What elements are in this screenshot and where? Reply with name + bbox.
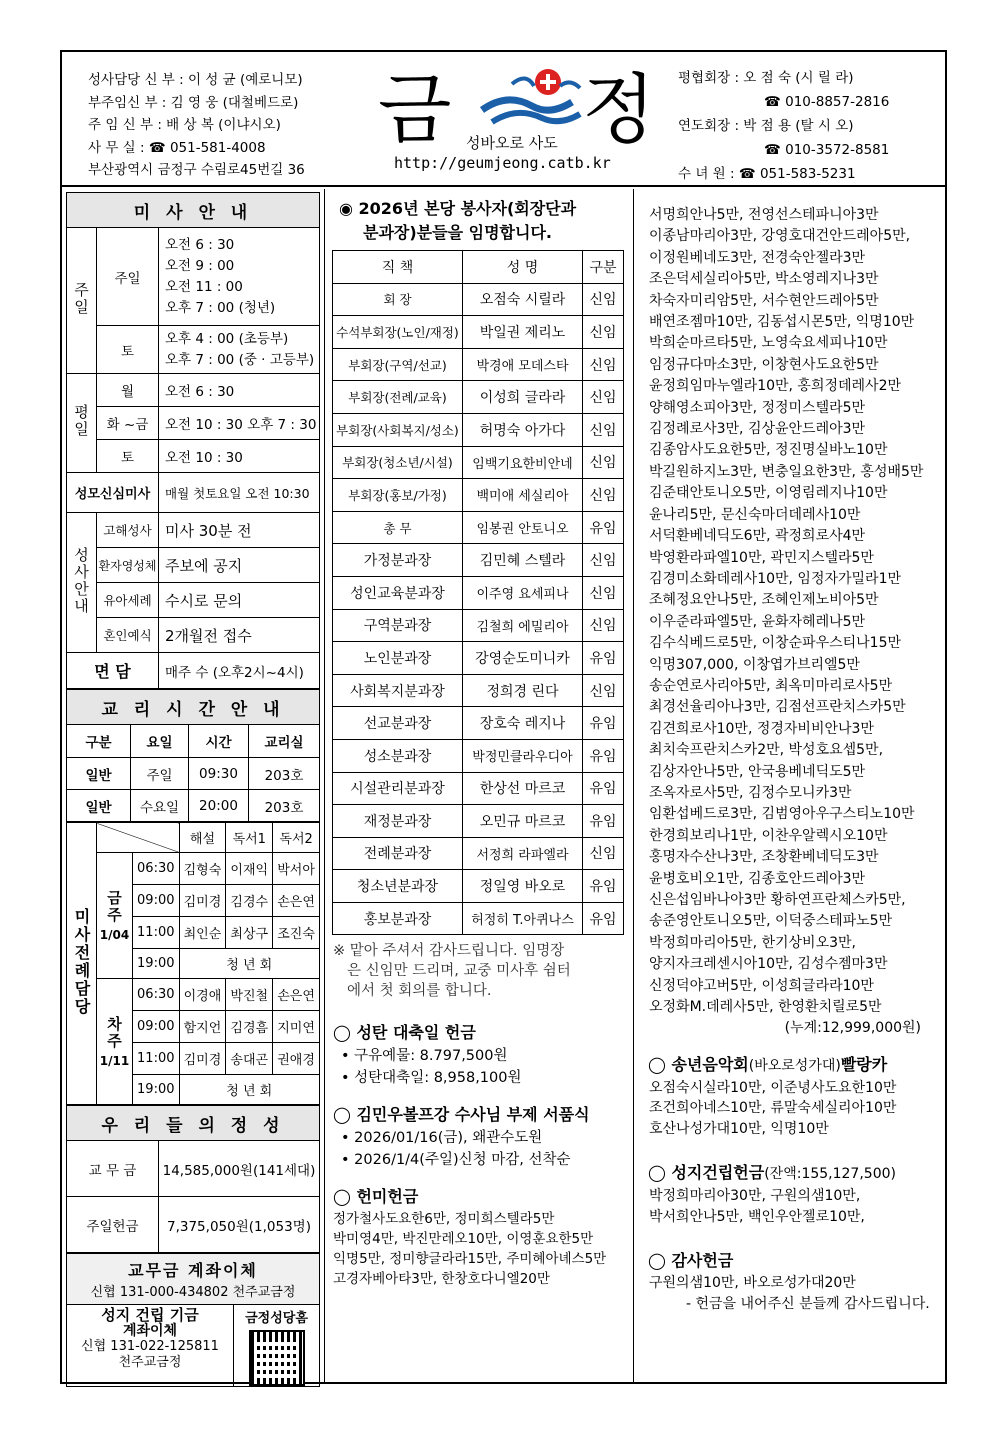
mass-time: 오전 11 : 00 [165, 278, 243, 295]
gift-line: 익명307,000, 이창엽가브리엘5만 [649, 656, 860, 673]
appoint-position: 총 무 [333, 511, 463, 544]
appoint-status: 신임 [583, 576, 624, 609]
monday-label: 월 [97, 374, 159, 407]
this-week-date: 1/04 [99, 927, 130, 942]
appoint-position: 전례분과장 [333, 837, 463, 870]
qr-code-icon[interactable] [249, 1330, 305, 1386]
liturgy-person: 권애경 [273, 1043, 320, 1075]
gift-line: 홍명자수산나3만, 조창환베네딕도3만 [649, 849, 879, 866]
gift-line: 오정화M.데레사5만, 한영환치릴로5만 [649, 999, 882, 1016]
appoint-name: 허정히 T.아퀴나스 [463, 902, 583, 935]
liturgy-time: 19:00 [133, 1075, 180, 1105]
catechism-cell: 일반 [67, 758, 131, 790]
offering-label: 교 무 금 [67, 1141, 159, 1197]
offering-value: 14,585,000원(141세대) [159, 1141, 320, 1197]
appoint-name: 서정희 라파엘라 [463, 837, 583, 870]
transfer-account: 신협 131-000-434802 천주교금정 [90, 1285, 296, 1300]
christmas-item: • 구유예물: 8.797,500원 [341, 1048, 508, 1065]
appoint-status: 신임 [583, 446, 624, 479]
note-line: 은 신임만 드리며, 교중 미사후 쉼터 [347, 963, 571, 980]
liturgy-person: 이재익 [226, 853, 273, 885]
liturgy-time: 06:30 [133, 853, 180, 885]
next-week-date: 1/11 [99, 1053, 130, 1068]
concert-tail: 빨랑카 [840, 1054, 888, 1074]
liturgy-person: 최인순 [179, 917, 226, 949]
liturgy-person: 박서아 [273, 853, 320, 885]
christmas-item: • 성탄대축일: 8,958,100원 [341, 1070, 522, 1087]
gift-line: 차숙자미리암5만, 서수현안드레아5만 [649, 292, 879, 309]
building-title: 성지 건립 기금 [101, 1306, 199, 1324]
appoint-position: 부회장(구역/선교) [333, 348, 463, 381]
gift-line: 신은섭임바나아3만 황하연프란체스카5만, [649, 892, 906, 908]
title-geum: 금 [378, 65, 452, 154]
appoint-name: 임봉권 안토니오 [463, 511, 583, 544]
ordination-section [325, 1089, 633, 1171]
appoint-header: 구분 [583, 251, 624, 284]
mass-schedule-table [66, 192, 320, 689]
appoint-row [333, 511, 624, 544]
weekday-saturday-label: 토 [97, 440, 159, 473]
building-fund-box [66, 1305, 320, 1387]
appoint-status: 유임 [583, 707, 624, 740]
mass-time: 오후 7 : 00 (중 · 고등부) [165, 351, 315, 368]
catechism-title: 교 리 시 간 안 내 [67, 690, 320, 725]
tuefri-label: 화 ~금 [97, 407, 159, 440]
sacrament-value: 주보에 공지 [159, 548, 320, 583]
holy-section [636, 1139, 945, 1186]
appoint-name: 오민규 마르코 [463, 805, 583, 838]
catechism-header: 교리실 [249, 725, 320, 758]
catechism-cell: 09:30 [189, 758, 249, 790]
catechism-cell: 일반 [67, 790, 131, 822]
gift-line: 김준태안토니오5만, 이영림레지나10만 [649, 485, 888, 502]
sunday-group-label: 주일 [72, 281, 90, 316]
appoint-position: 구역분과장 [333, 609, 463, 642]
gift-total: (누계:12,999,000원) [784, 1020, 921, 1037]
appoint-row [333, 576, 624, 609]
monday-time: 오전 6 : 30 [159, 374, 320, 407]
sacrament-group-label: 성사안내 [72, 546, 90, 615]
gift-line: 박미영4만, 박진만레오10만, 이영훈요한5만 [333, 1231, 594, 1248]
appoint-name: 이주영 요세피나 [463, 576, 583, 609]
liturgy-person: 김경수 [226, 885, 273, 917]
council-info [678, 66, 889, 186]
sacrament-label: 고해성사 [97, 513, 159, 548]
sacrament-value: 수시로 문의 [159, 583, 320, 618]
gift-line: 윤병호비오1만, 김종호안드레아3만 [649, 870, 866, 887]
thanks-line: - 헌금을 내어주신 분들께 감사드립니다. [686, 1295, 930, 1312]
gift-line: 김수식베드로5만, 이창순파우스티나15만 [649, 635, 902, 652]
gift-line: 배연조젬마10만, 김동섭시몬5만, 익명10만 [649, 314, 915, 331]
appoint-row [333, 413, 624, 446]
sunday-label: 주일 [97, 228, 159, 326]
gift-line: 윤정희임마누엘라10만, 홍희정데레사2만 [649, 378, 902, 395]
sacrament-label: 혼인예식 [97, 618, 159, 653]
appoint-name: 장호숙 레지나 [463, 707, 583, 740]
gift-line: 송준영안토니오5만, 이덕중스테파노5만 [649, 913, 893, 930]
appoint-name: 김철희 에밀리아 [463, 609, 583, 642]
liturgy-table [66, 822, 320, 1105]
building-sub: 계좌이체 [122, 1323, 178, 1339]
liturgy-person: 김미경 [179, 885, 226, 917]
clergy-line: 성사담당 신 부 : 이 성 균 (예로니모) [88, 72, 303, 88]
thanks-line: 구원의샘10만, 바오로성가대20만 [649, 1275, 856, 1292]
appoint-status: 유임 [583, 902, 624, 935]
bulletin-frame [60, 50, 947, 1384]
liturgy-person: 김미경 [179, 1043, 226, 1075]
catechism-header: 시간 [189, 725, 249, 758]
appoint-position: 성소분과장 [333, 739, 463, 772]
appoint-position: 수석부회장(노인/재정) [333, 316, 463, 349]
mary-mass-time: 매월 첫토요일 오전 10:30 [159, 473, 320, 513]
gift-line: 양해영소피아3만, 정정미스텔라5만 [649, 399, 866, 416]
liturgy-time: 11:00 [133, 917, 180, 949]
holy-line: 박서희안나5만, 백인우안젤로10만, [649, 1208, 865, 1225]
liturgy-time: 09:00 [133, 1011, 180, 1043]
appoint-row [333, 674, 624, 707]
liturgy-youth: 청 년 회 [179, 1075, 319, 1105]
holy-title: ◯ 성지건립헌금 [648, 1163, 765, 1183]
middle-column [324, 189, 634, 1384]
sacrament-label: 유아세례 [97, 583, 159, 618]
appoint-status: 신임 [583, 413, 624, 446]
gift-line: 김상자안나5만, 안국용베네딕도5만 [649, 763, 866, 780]
appoint-row [333, 316, 624, 349]
appoint-name: 오점숙 시릴라 [463, 283, 583, 316]
clergy-info [88, 69, 305, 182]
appoint-status: 유임 [583, 870, 624, 903]
parish-url[interactable]: http://geumjeong.catb.kr [394, 154, 611, 172]
appoint-name: 박경애 모데스타 [463, 348, 583, 381]
holy-line: 박정희마리아30만, 구원의샘10만, [649, 1188, 861, 1205]
building-account: 신협 131-022-125811 [81, 1339, 219, 1354]
appoint-name: 이성희 글라라 [463, 381, 583, 414]
gift-title: ◯ 헌미헌금 [333, 1187, 419, 1207]
appoint-position: 부회장(전례/교육) [333, 381, 463, 414]
weekday-group-label: 평일 [72, 404, 90, 438]
liturgy-header: 독서2 [273, 823, 320, 853]
appoint-name: 박정민클라우디아 [463, 739, 583, 772]
sacrament-value: 미사 30분 전 [159, 513, 320, 548]
appoint-status: 신임 [583, 544, 624, 577]
ordination-item: • 2026/01/16(금), 왜관수도원 [341, 1130, 543, 1147]
gift-line: 박영환라파엘10만, 곽민지스텔라5만 [649, 549, 874, 566]
gift-line: 한경희보리나1만, 이찬우알렉시오10만 [649, 827, 888, 844]
offering-title: 우 리 들 의 정 성 [67, 1106, 320, 1141]
gift-line: 김견희로사10만, 정경자비비안나3만 [649, 720, 874, 737]
catechism-cell: 20:00 [189, 790, 249, 822]
gift-line: 박길원하지노3만, 변충일요한3만, 홍성배5만 [649, 463, 924, 480]
gift-line: 고경자베아타3만, 한창호다니엘20만 [333, 1271, 550, 1288]
liturgy-person: 최상구 [226, 917, 273, 949]
transfer-title: 교무금 계좌이체 [128, 1261, 258, 1280]
ordination-title: ◯ 김민우볼프강 수사님 부제 서품식 [333, 1105, 590, 1125]
liturgy-time: 09:00 [133, 885, 180, 917]
catechism-cell: 수요일 [131, 790, 189, 822]
this-week-text: 금주 [105, 889, 123, 924]
appoint-name: 강영순도미니카 [463, 642, 583, 675]
gift-line: 최치숙프란치스카2만, 박성호요셉5만, [649, 742, 884, 759]
appoint-status: 유임 [583, 739, 624, 772]
liturgy-person: 조진숙 [273, 917, 320, 949]
appoint-status: 신임 [583, 316, 624, 349]
counsel-time: 매주 수 (오후2시~4시) [159, 653, 320, 689]
concert-line: 호산나성가대10만, 익명10만 [649, 1120, 829, 1137]
catechism-cell: 203호 [249, 790, 320, 822]
appoint-status: 신임 [583, 609, 624, 642]
appoint-position: 청소년분과장 [333, 870, 463, 903]
appoint-status: 신임 [583, 283, 624, 316]
appoint-position: 사회복지분과장 [333, 674, 463, 707]
note-line: 에서 첫 회의를 합니다. [347, 983, 492, 1000]
appoint-name: 김민혜 스텔라 [463, 544, 583, 577]
saturday-times [159, 326, 320, 374]
gift-line: 신정덕야고버5만, 이성희글라라10만 [649, 977, 874, 994]
sacrament-label: 환자영성체 [97, 548, 159, 583]
appoint-row [333, 348, 624, 381]
gift-line: 김경미소화데레사10만, 임정자가밀라1만 [649, 570, 902, 587]
offering-table [66, 1105, 320, 1253]
convent-phone: 수 녀 원 : ☎ 051-583-5231 [678, 166, 856, 182]
liturgy-time: 11:00 [133, 1043, 180, 1075]
appoint-row [333, 609, 624, 642]
appoint-position: 선교분과장 [333, 707, 463, 740]
office-phone: 사 무 실 : ☎ 051-581-4008 [88, 139, 266, 156]
next-week-text: 차주 [105, 1015, 123, 1050]
gift-line: 이종남마리아3만, 강영호대건안드레아5만, [649, 228, 911, 245]
sunday-times [159, 228, 320, 326]
appoint-row [333, 772, 624, 805]
saturday-label: 토 [97, 326, 159, 374]
gift-line: 임환섭베드로3만, 김범영아우구스티노10만 [649, 806, 915, 823]
appoint-name: 한상선 마르코 [463, 772, 583, 805]
appoint-row [333, 805, 624, 838]
liturgy-person: 손은연 [273, 885, 320, 917]
right-column [636, 189, 945, 1314]
appoint-row [333, 902, 624, 935]
gift-line: 윤나리5만, 문신숙마더데레사10만 [649, 506, 861, 523]
appoint-position: 회 장 [333, 283, 463, 316]
appoint-position: 시설관리분과장 [333, 772, 463, 805]
mass-time: 오전 6 : 30 [165, 236, 235, 253]
liturgy-youth: 청 년 회 [179, 949, 319, 979]
liturgy-corner [97, 823, 180, 853]
parish-logo-icon [472, 62, 592, 134]
liturgy-time: 19:00 [133, 949, 180, 979]
liturgy-person: 지미연 [273, 1011, 320, 1043]
appoint-name: 백미애 세실리아 [463, 479, 583, 512]
liturgy-person: 송대곤 [226, 1043, 273, 1075]
gift-section [325, 1171, 633, 1289]
appoint-position: 부회장(사회복지/성소) [333, 413, 463, 446]
appoint-name: 허명숙 아가다 [463, 413, 583, 446]
appoint-row [333, 479, 624, 512]
gift-line: 김종암사도요한5만, 정진명실바노10만 [649, 442, 888, 459]
gift-line: 송순연로사리아5만, 최옥미마리로사5만 [649, 677, 893, 694]
appoint-row [333, 544, 624, 577]
catechism-header: 요일 [131, 725, 189, 758]
liturgy-person: 이경애 [179, 979, 226, 1011]
council-line: 연도회장 : 박 점 용 (탈 시 오) [678, 118, 854, 134]
this-week-label [97, 853, 133, 979]
gift-line: 조은덕세실리아5만, 박소영레지나3만 [649, 271, 879, 288]
appoint-position: 가정분과장 [333, 544, 463, 577]
thanks-title: ◯ 감사헌금 [648, 1251, 734, 1271]
gift-line: 익명5만, 정미향글라라15만, 주미혜아녜스5만 [333, 1251, 607, 1268]
catechism-cell: 주일 [131, 758, 189, 790]
appoint-row [333, 739, 624, 772]
appoint-status: 유임 [583, 772, 624, 805]
appoint-title: ◉ 2026년 본당 봉사자(회장단과 [339, 199, 577, 218]
gift-line: 이우준라파엘5만, 윤화자헤레나5만 [649, 613, 866, 630]
appoint-header: 직 책 [333, 251, 463, 284]
appoint-status: 신임 [583, 837, 624, 870]
holy-sub: (잔액:155,127,500) [764, 1166, 896, 1183]
liturgy-header: 독서1 [226, 823, 273, 853]
gift-line: 최경선율리아나3만, 김점선프란치스카5만 [649, 699, 906, 716]
appoint-name: 정희경 린다 [463, 674, 583, 707]
catechism-table [66, 689, 320, 822]
mass-title: 미 사 안 내 [67, 193, 320, 228]
council-line: 평협회장 : 오 점 숙 (시 릴 라) [678, 70, 854, 86]
appoint-row [333, 381, 624, 414]
address: 부산광역시 금정구 수림로45번길 36 [88, 162, 305, 178]
catechism-header: 구분 [67, 725, 131, 758]
gift-line: 조옥자로사5만, 김정수모니카3만 [649, 784, 852, 801]
liturgy-person: 박진철 [226, 979, 273, 1011]
parish-name: 성바오로 사도 [466, 134, 558, 152]
appoint-row [333, 283, 624, 316]
liturgy-person: 김경흠 [226, 1011, 273, 1043]
liturgy-person: 김형숙 [179, 853, 226, 885]
appoint-status: 유임 [583, 805, 624, 838]
appoint-row [333, 837, 624, 870]
gift-line: 조혜정요안나5만, 조혜인제노비아5만 [649, 592, 879, 609]
catechism-cell: 203호 [249, 758, 320, 790]
concert-line: 조건희아네스10만, 류말숙세실리아10만 [649, 1100, 897, 1117]
concert-section [636, 1039, 945, 1078]
sacrament-value: 2개월전 접수 [159, 618, 320, 653]
appoint-header: 성 명 [463, 251, 583, 284]
gift-line: 김정례로사3만, 김상윤안드레아3만 [649, 421, 866, 438]
left-column [66, 192, 320, 1387]
mass-time: 오후 4 : 00 (초등부) [165, 330, 289, 347]
weekday-saturday-time: 오전 10 : 30 [159, 440, 320, 473]
tuefri-time: 오전 10 : 30 오후 7 : 30 [159, 407, 320, 440]
council-phone: ☎ 010-3572-8581 [764, 142, 890, 158]
gift-line: 임정규다마소3만, 이창현사도요한5만 [649, 356, 879, 373]
appoint-position: 성인교육분과장 [333, 576, 463, 609]
counsel-label: 면 담 [67, 653, 159, 689]
note-line: ※ 맡아 주셔서 감사드립니다. 임명장 [333, 943, 565, 960]
transfer-box [66, 1253, 320, 1305]
liturgy-header: 해설 [179, 823, 226, 853]
gift-line: 이정원베네도3만, 전경숙안젤라3만 [649, 249, 866, 266]
mass-time: 오후 7 : 00 (청년) [165, 299, 276, 316]
gift-line: 양지자크레센시아10만, 김성수젬마3만 [649, 956, 888, 973]
homepage-label: 금정성당홈 [245, 1311, 308, 1326]
appoint-position: 부회장(청소년/시설) [333, 446, 463, 479]
appoint-status: 신임 [583, 674, 624, 707]
gift-continued [636, 189, 945, 1018]
appoint-status: 유임 [583, 642, 624, 675]
appoint-position: 재정분과장 [333, 805, 463, 838]
gift-line: 박정희마리아5만, 한기상비오3만, [649, 934, 856, 951]
gift-line: 정가철사도요한6만, 정미희스텔라5만 [333, 1211, 555, 1228]
appoint-status: 유임 [583, 511, 624, 544]
concert-sub: (바오로성가대) [748, 1057, 841, 1074]
gift-line: 서명희안나5만, 전영선스테파니아3만 [649, 207, 879, 223]
next-week-label [97, 979, 133, 1105]
appoint-row [333, 707, 624, 740]
appoint-row [333, 446, 624, 479]
building-owner: 천주교금정 [118, 1355, 182, 1370]
appoint-name: 박일권 제리노 [463, 316, 583, 349]
title-jeong: 정 [582, 65, 656, 154]
thanks-section [636, 1227, 945, 1273]
appoint-status: 신임 [583, 479, 624, 512]
clergy-line: 부주임신 부 : 김 영 웅 (대철베드로) [88, 94, 299, 111]
gift-line: 박희순마르타5만, 노영숙요세피나10만 [649, 335, 888, 352]
offering-value: 7,375,050원(1,053명) [159, 1197, 320, 1253]
christmas-title: ◯ 성탄 대축일 헌금 [333, 1023, 476, 1043]
liturgy-person: 함지언 [179, 1011, 226, 1043]
liturgy-person: 손은연 [273, 979, 320, 1011]
council-phone: ☎ 010-8857-2816 [764, 94, 890, 110]
liturgy-time: 06:30 [133, 979, 180, 1011]
appoint-position: 부회장(홍보/가정) [333, 479, 463, 512]
ordination-item: • 2026/1/4(주일)신청 마감, 선착순 [341, 1152, 571, 1169]
appoint-position: 노인분과장 [333, 642, 463, 675]
offering-label: 주일헌금 [67, 1197, 159, 1253]
appoint-status: 신임 [583, 348, 624, 381]
appoint-row [333, 870, 624, 903]
clergy-line: 주 임 신 부 : 배 상 복 (이냐시오) [88, 117, 281, 133]
appoint-row [333, 642, 624, 675]
appoint-note [325, 935, 633, 1001]
christmas-section [325, 1001, 633, 1089]
appoint-status: 신임 [583, 381, 624, 414]
liturgy-group-label: 미사전례담당 [72, 907, 91, 1016]
mary-mass-label: 성모신심미사 [67, 473, 159, 513]
mass-time: 오전 9 : 00 [165, 257, 235, 274]
header [62, 52, 945, 187]
concert-title: ◯ 송년음악회 [648, 1054, 749, 1074]
appointment-table [332, 250, 624, 935]
gift-line: 서덕환베네딕도6만, 곽정희로사4만 [649, 528, 866, 545]
appoint-title-2: 분과장)분들을 임명합니다. [363, 223, 552, 242]
appoint-name: 임백기요한비안네 [463, 446, 583, 479]
appoint-position: 홍보분과장 [333, 902, 463, 935]
appoint-name: 정일영 바오로 [463, 870, 583, 903]
concert-line: 오점숙시실라10만, 이준녕사도요한10만 [649, 1079, 897, 1096]
